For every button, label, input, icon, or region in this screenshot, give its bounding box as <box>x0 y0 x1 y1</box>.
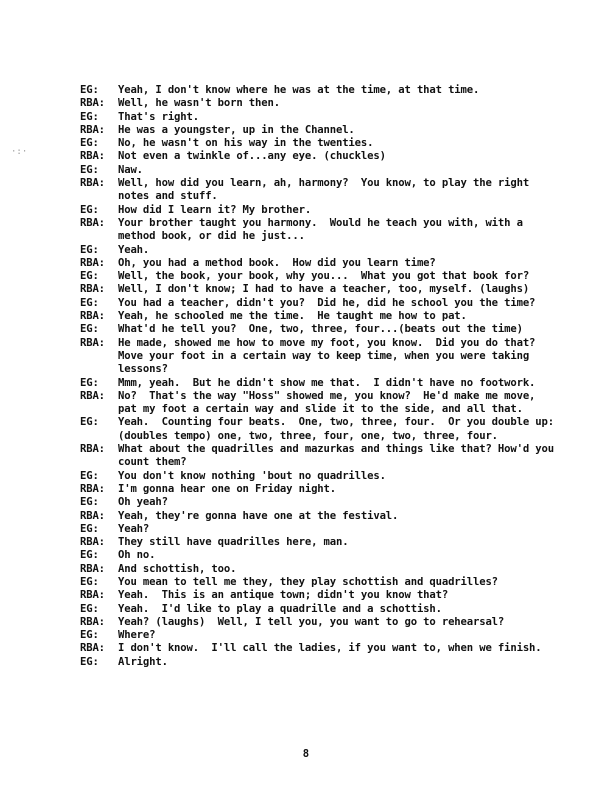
speaker-label: EG: <box>80 549 99 562</box>
transcript-line <box>80 204 560 217</box>
transcript-line <box>80 111 560 124</box>
transcript-line <box>80 656 560 669</box>
speaker-label: RBA: <box>80 482 105 495</box>
utterance-text: They still have quadrilles here, man. <box>118 536 349 549</box>
utterance-text: I'm gonna hear one on Friday night. <box>118 482 336 495</box>
transcript-line <box>80 510 560 523</box>
utterance-text: Well, he wasn't born then. <box>118 97 280 110</box>
speaker-label: EG: <box>80 137 99 150</box>
speaker-label: RBA: <box>80 150 105 163</box>
utterance-text: I don't know. I'll call the ladies, if you want to, when we finish. <box>118 642 542 655</box>
utterance-text: Yeah. I'd like to play a quadrille and a schottish. <box>118 602 442 615</box>
speaker-label: EG: <box>80 496 99 509</box>
speaker-label: EG: <box>80 203 99 216</box>
transcript <box>80 84 560 669</box>
utterance-text: Yeah. This is an antique town; didn't you know that? <box>118 589 449 602</box>
transcript-line <box>80 616 560 629</box>
utterance-text: You had a teacher, didn't you? Did he, did he school you the time? <box>118 296 536 309</box>
utterance-text: You don't know nothing 'bout no quadrilles. <box>118 469 386 482</box>
speaker-label: RBA: <box>80 177 105 190</box>
speaker-label: EG: <box>80 270 99 283</box>
speaker-label: EG: <box>80 296 99 309</box>
transcript-line <box>80 177 560 204</box>
utterance-text: Yeah? (laughs) Well, I tell you, you want to go to rehearsal? <box>118 615 505 628</box>
utterance-text: Yeah. <box>118 243 150 256</box>
transcript-line <box>80 523 560 536</box>
speaker-label: EG: <box>80 575 99 588</box>
utterance-text: And schottish, too. <box>118 562 237 575</box>
transcript-line <box>80 124 560 137</box>
transcript-line <box>80 416 560 443</box>
speaker-label: RBA: <box>80 615 105 628</box>
utterance-text: No? That's the way "Hoss" showed me, you know? He'd make me move, pat my foot a certain way and slide it to the side, and all that. <box>118 389 542 416</box>
page-number: 8 <box>302 748 310 760</box>
utterance-text: Yeah, I don't know where he was at the time, at that time. <box>118 84 480 96</box>
transcript-line <box>80 563 560 576</box>
transcript-line <box>80 337 560 377</box>
transcript-line <box>80 270 560 283</box>
transcript-line <box>80 536 560 549</box>
utterance-text: Oh, you had a method book. How did you learn time? <box>118 256 436 269</box>
utterance-text: Mmm, yeah. But he didn't show me that. I didn't have no footwork. <box>118 376 536 389</box>
utterance-text: He was a youngster, up in the Channel. <box>118 123 355 136</box>
transcript-line <box>80 84 560 97</box>
utterance-text: Oh no. <box>118 549 156 562</box>
transcript-line <box>80 244 560 257</box>
transcript-line <box>80 283 560 296</box>
transcript-line <box>80 217 560 244</box>
utterance-text: Well, I don't know; I had to have a teacher, too, myself. (laughs) <box>118 283 530 296</box>
speaker-label: EG: <box>80 416 99 429</box>
utterance-text: Oh yeah? <box>118 496 168 509</box>
utterance-text: Yeah? <box>118 522 150 535</box>
speaker-label: RBA: <box>80 123 105 136</box>
speaker-label: RBA: <box>80 562 105 575</box>
speaker-label: RBA: <box>80 283 105 296</box>
utterance-text: Naw. <box>118 163 143 176</box>
speaker-label: RBA: <box>80 256 105 269</box>
utterance-text: How did I learn it? My brother. <box>118 203 312 216</box>
speaker-label: EG: <box>80 522 99 535</box>
transcript-line <box>80 257 560 270</box>
transcript-line <box>80 483 560 496</box>
transcript-line <box>80 576 560 589</box>
utterance-text: Alright. <box>118 655 168 668</box>
speaker-label: RBA: <box>80 642 105 655</box>
speaker-label: RBA: <box>80 443 105 456</box>
speaker-label: EG: <box>80 469 99 482</box>
speaker-label: RBA: <box>80 389 105 402</box>
speaker-label: EG: <box>80 323 99 336</box>
speaker-label: RBA: <box>80 310 105 323</box>
speaker-label: RBA: <box>80 536 105 549</box>
speaker-label: EG: <box>80 655 99 668</box>
transcript-line <box>80 97 560 110</box>
transcript-line <box>80 164 560 177</box>
utterance-text: He made, showed me how to move my foot, you know. Did you do that? Move your foot in a certain way to keep time, when you were taking lessons? <box>118 336 548 376</box>
utterance-text: Your brother taught you harmony. Would he teach you with, with a method book, or did he just... <box>118 216 530 243</box>
transcript-line <box>80 603 560 616</box>
speaker-label: RBA: <box>80 509 105 522</box>
utterance-text: Not even a twinkle of...any eye. (chuckles) <box>118 150 386 163</box>
utterance-text: Well, the book, your book, why you... What you got that book for? <box>118 270 530 283</box>
utterance-text: You mean to tell me they, they play schottish and quadrilles? <box>118 575 498 588</box>
transcript-line <box>80 150 560 163</box>
utterance-text: Well, how did you learn, ah, harmony? You know, to play the right notes and stuff. <box>118 177 536 203</box>
speaker-label: EG: <box>80 163 99 176</box>
utterance-text: Yeah. Counting four beats. One, two, three, four. Or you double up: (doubles tempo) one, two, three, four, one, two, three, four. <box>118 416 561 442</box>
transcript-line <box>80 443 560 470</box>
utterance-text: That's right. <box>118 110 199 123</box>
speaker-label: EG: <box>80 110 99 123</box>
speaker-label: EG: <box>80 602 99 615</box>
transcript-line <box>80 642 560 655</box>
utterance-text: Where? <box>118 629 156 642</box>
transcript-line <box>80 496 560 509</box>
transcript-line <box>80 377 560 390</box>
utterance-text: Yeah, they're gonna have one at the festival. <box>118 509 399 522</box>
speaker-label: RBA: <box>80 97 105 110</box>
transcript-line <box>80 549 560 562</box>
transcript-line <box>80 629 560 642</box>
transcript-line <box>80 137 560 150</box>
utterance-text: What about the quadrilles and mazurkas and things like that? How'd you count them? <box>118 443 561 469</box>
speaker-label: EG: <box>80 243 99 256</box>
transcript-line <box>80 589 560 602</box>
speaker-label: EG: <box>80 629 99 642</box>
transcript-line <box>80 323 560 336</box>
speaker-label: RBA: <box>80 589 105 602</box>
utterance-text: What'd he tell you? One, two, three, four...(beats out the time) <box>118 323 523 336</box>
utterance-text: Yeah, he schooled me the time. He taught me how to pat. <box>118 310 467 323</box>
utterance-text: No, he wasn't on his way in the twenties. <box>118 137 374 150</box>
transcript-line <box>80 390 560 417</box>
speaker-label: EG: <box>80 376 99 389</box>
transcript-line <box>80 297 560 310</box>
scan-artifact-mark: ·:· <box>11 147 28 157</box>
speaker-label: RBA: <box>80 216 105 229</box>
speaker-label: EG: <box>80 84 99 96</box>
transcript-line <box>80 310 560 323</box>
transcript-line <box>80 470 560 483</box>
speaker-label: RBA: <box>80 336 105 349</box>
